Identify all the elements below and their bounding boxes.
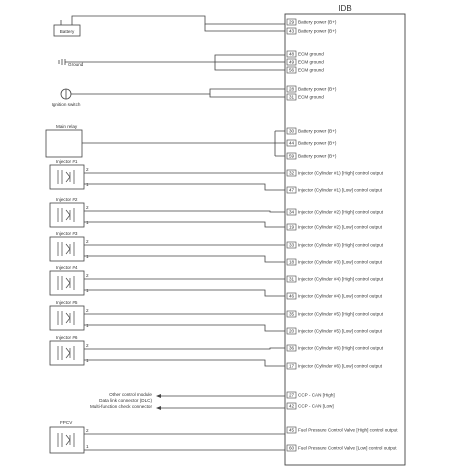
idb-pin-number: 28 — [288, 86, 295, 92]
injector-wire-lo — [84, 360, 285, 366]
idb-pin-label: Injector (Cylinder #4) [Low] control output — [298, 293, 383, 299]
idb-pin-number: 46 — [288, 293, 295, 299]
injector-pin-hi: 2 — [86, 167, 89, 172]
ground-wire — [65, 55, 285, 62]
main-relay-component — [46, 124, 285, 157]
ignition-wire — [71, 89, 285, 94]
can-low-arrow-icon — [156, 406, 161, 410]
injector-6 — [50, 335, 285, 366]
injector-box — [50, 341, 84, 365]
injector-pin-hi: 2 — [86, 273, 89, 278]
idb-pin-label: Battery power (B+) — [298, 86, 337, 92]
idb-pin-label: Injector (Cylinder #3) [Low] control output — [298, 259, 383, 265]
injector-pin-lo: 1 — [86, 288, 89, 293]
injector-1 — [50, 159, 285, 190]
idb-pin-number: 32 — [288, 170, 295, 176]
injector-pin-lo: 1 — [86, 358, 89, 363]
idb-pin-number: 19 — [288, 224, 295, 230]
injector-label: Injector #5 — [56, 300, 78, 305]
injector-2 — [50, 197, 285, 227]
injector-pin-hi: 2 — [86, 308, 89, 313]
injector-box — [50, 165, 84, 189]
ignition-switch-component — [52, 89, 285, 107]
idb-pin-number: 18 — [288, 259, 295, 265]
idb-pin-label: ECM ground — [298, 59, 324, 65]
idb-pin-label: Battery power (B+) — [298, 140, 337, 146]
ground-label: Ground — [68, 62, 84, 67]
idb-pin-number: 59 — [288, 153, 295, 159]
idb-title: IDB — [338, 4, 352, 13]
idb-pin-label: CCP - CAN [Low] — [298, 403, 334, 409]
ground-icon — [59, 59, 65, 65]
idb-pin-label: Battery power (B+) — [298, 28, 337, 34]
idb-pin-number: 42 — [288, 403, 295, 409]
idb-pin-label: Battery power (B+) — [298, 128, 337, 134]
idb-pin-label: Injector (Cylinder #6) [Low] control output — [298, 363, 383, 369]
idb-pin-number: 48 — [288, 51, 295, 57]
dlc-label: Data link connector (DLC) — [99, 398, 152, 403]
injector-pin-hi: 2 — [86, 239, 89, 244]
injector-wire-lo — [84, 222, 285, 227]
injector-wire-lo — [84, 290, 285, 296]
injector-label: Injector #3 — [56, 231, 78, 236]
injector-pin-lo: 1 — [86, 220, 89, 225]
injector-box — [50, 203, 84, 227]
idb-pin-label: Injector (Cylinder #5) [High] control output — [298, 311, 384, 317]
idb-pin-label: Injector (Cylinder #3) [High] control output — [298, 242, 384, 248]
idb-pin-label: Injector (Cylinder #6) [High] control output — [298, 345, 384, 351]
main-relay-wire-branch — [275, 131, 285, 156]
fpcv-label: FPCV — [60, 420, 73, 425]
injector-4 — [50, 265, 285, 296]
idb-pin-label: CCP - CAN [High] — [298, 392, 335, 398]
idb-pin-number: 35 — [288, 311, 295, 317]
idb-pin-number: 27 — [288, 392, 295, 398]
idb-pin-label: Injector (Cylinder #5) [Low] control output — [298, 328, 383, 334]
idb-pin-number: 30 — [288, 128, 295, 134]
injector-box — [50, 237, 84, 261]
injector-wire-lo — [84, 325, 285, 331]
main-relay-box — [46, 130, 82, 157]
injector-wire-hi — [84, 211, 285, 212]
idb-pin-number: 20 — [288, 328, 295, 334]
idb-pin-number: 36 — [288, 345, 295, 351]
injector-pin-lo: 1 — [86, 182, 89, 187]
fpcv-box — [50, 427, 84, 453]
idb-pin-label: Injector (Cylinder #4) [High] control output — [298, 276, 384, 282]
battery-label: Battery — [59, 29, 75, 34]
idb-pin-number: 29 — [288, 19, 295, 25]
idb-pin-number: 47 — [288, 187, 295, 193]
injector-pin-lo: 1 — [86, 254, 89, 259]
injector-box — [50, 271, 84, 295]
idb-pin-label: ECM ground — [298, 67, 324, 73]
idb-pin-label: Injector (Cylinder #1) [High] control output — [298, 170, 384, 176]
idb-pin-number: 45 — [288, 427, 295, 433]
multi-function-check-label: Multi-function check connector — [89, 404, 152, 409]
injector-label: Injector #1 — [56, 159, 78, 164]
ignition-switch-label: Ignition switch — [51, 102, 81, 107]
injector-wire-hi — [84, 348, 285, 349]
idb-pin-number: 44 — [288, 140, 295, 146]
idb-pin-number: 49 — [288, 59, 295, 65]
injector-pin-lo: 1 — [86, 323, 89, 328]
injector-pin-hi: 2 — [86, 343, 89, 348]
idb-pin-number: 56 — [288, 67, 295, 73]
injector-box — [50, 306, 84, 330]
ground-wire-branch — [215, 62, 285, 70]
injector-5 — [50, 300, 285, 331]
other-module-label: Other control module — [109, 392, 152, 397]
injector-label: Injector #2 — [56, 197, 78, 202]
injector-3 — [50, 231, 285, 262]
idb-pin-number: 60 — [288, 445, 295, 451]
idb-pin-label: Fuel Pressure Control Valve [High] control output — [298, 427, 398, 433]
idb-pin-number: 17 — [288, 363, 295, 369]
main-relay-label: Main relay — [56, 124, 78, 129]
ignition-wire-branch — [210, 94, 285, 97]
battery-component — [54, 16, 285, 36]
injector-pin-hi: 2 — [86, 205, 89, 210]
fpcv-component — [50, 420, 285, 453]
idb-pin-label: Injector (Cylinder #2) [Low] control output — [298, 224, 383, 230]
injector-wire-lo — [84, 256, 285, 262]
idb-pin-number: 31 — [288, 276, 295, 282]
battery-wire — [72, 16, 285, 24]
idb-pin-number: 31 — [288, 94, 295, 100]
idb-pin-number: 33 — [288, 242, 295, 248]
injector-wire-lo — [84, 184, 285, 190]
idb-pin-label: ECM ground — [298, 94, 324, 100]
idb-pin-label: Injector (Cylinder #2) [High] control output — [298, 209, 384, 215]
idb-pin-number: 43 — [288, 28, 295, 34]
can-high-arrow-icon — [156, 394, 161, 398]
idb-pin-label: Battery power (B+) — [298, 19, 337, 25]
fpcv-pin-hi: 2 — [86, 428, 89, 433]
fpcv-pin-lo: 1 — [86, 444, 89, 449]
idb-pin-label: ECM ground — [298, 51, 324, 57]
idb-pin-label: Battery power (B+) — [298, 153, 337, 159]
injector-group — [50, 159, 285, 366]
other-modules-group — [90, 392, 285, 410]
injector-label: Injector #4 — [56, 265, 78, 270]
ground-component — [59, 55, 285, 70]
idb-pin-label: Injector (Cylinder #1) [Low] control output — [298, 187, 383, 193]
idb-pin-label: Fuel Pressure Control Valve [Low] control output — [298, 445, 397, 451]
battery-wire-branch — [205, 24, 285, 31]
idb-pin-number: 34 — [288, 209, 295, 215]
injector-label: Injector #6 — [56, 335, 78, 340]
